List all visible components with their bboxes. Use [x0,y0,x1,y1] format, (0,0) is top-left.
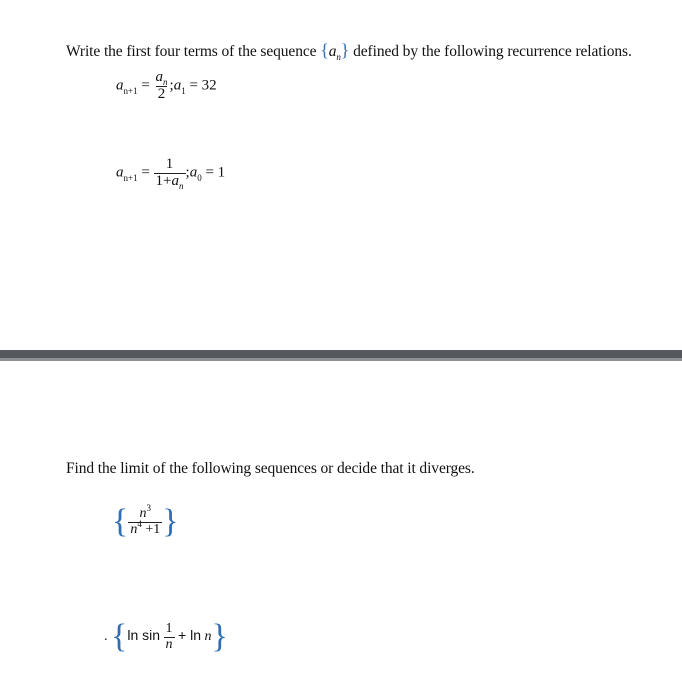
right-brace: } [211,618,228,655]
eq1-lhs-sub: n+1 [123,85,138,96]
semicolon: ; [185,164,190,181]
expr2-var: n [204,629,212,645]
expr2-frac-num: 1 [165,620,173,636]
expr1-den-var: n [130,521,138,537]
expr2-plus-ln: + ln [178,627,201,644]
eq1-init-value: = 32 [189,77,217,94]
eq1-den: 2 [157,85,166,102]
eq2-den-sub: n [179,180,184,191]
right-brace: } [162,503,179,540]
section-divider-shadow [0,358,682,361]
eq2-fraction [154,157,186,190]
eq1-init-sub: 1 [181,85,186,96]
prompt-text-before: Write the first four terms of the sequence [66,43,317,60]
expr2-frac-den: n [165,636,173,652]
left-brace: { [112,503,129,540]
semicolon: ; [169,77,174,94]
equals-sign: = [141,164,150,181]
eq2-lhs-sub: n+1 [123,172,138,183]
expr2-fraction [164,622,175,652]
limit-expression-2 [104,620,228,654]
prompt-text-after: defined by the following recurrence relations. [353,43,632,60]
recurrence-equation-1 [116,70,217,103]
eq2-den-prefix: 1+ [155,172,172,189]
eq2-init-sub: 0 [197,172,202,183]
sequence-notation [320,40,353,62]
eq2-num: 1 [165,156,174,172]
expr1-fraction [128,502,162,537]
expr1-den-rest: +1 [145,521,161,537]
expr2-ln-sin: ln sin [127,627,161,644]
bullet: . [104,629,108,645]
limit-expression-1 [112,502,179,540]
question-1-prompt [66,40,632,61]
left-brace: { [111,618,128,655]
eq1-num-sub: n [163,77,168,87]
eq1-fraction [154,70,170,103]
eq2-lhs-var: a [116,164,124,181]
eq1-init-var: a [173,77,182,94]
eq2-init-var: a [189,164,198,181]
eq1-lhs-var: a [116,77,124,94]
eq2-init-value: = 1 [205,164,226,181]
left-brace: { [320,40,329,60]
equals-sign: = [141,77,150,94]
sequence-var: a [328,43,337,60]
expr1-num-var: n [139,505,147,521]
question-2-prompt: Find the limit of the following sequences or decide that it diverges. [66,460,475,477]
right-brace: } [340,40,350,60]
eq2-den-var: a [171,172,180,189]
expr1-num-exp: 3 [146,502,152,513]
eq1-num-var: a [155,69,164,85]
sequence-sub: n [336,52,341,62]
recurrence-equation-2 [116,157,225,190]
expr1-den-exp: 4 [137,518,142,529]
